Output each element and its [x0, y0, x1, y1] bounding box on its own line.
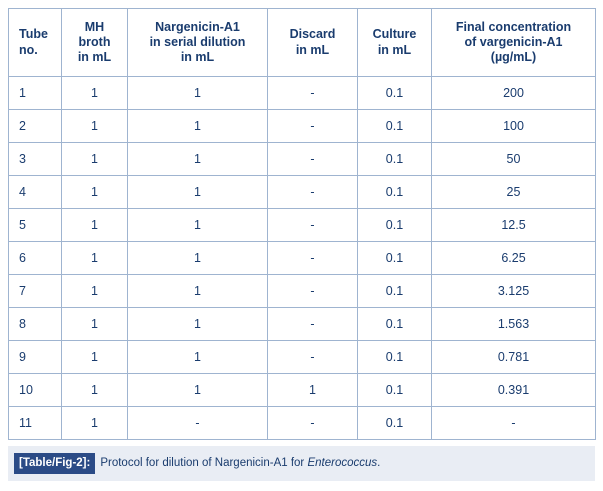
- header-line: in mL: [377, 42, 412, 57]
- table-cell: 0.1: [358, 308, 432, 341]
- table-row: [9, 242, 596, 275]
- header-line: in serial dilution: [149, 34, 246, 49]
- table-cell: 6.25: [432, 242, 596, 275]
- table-cell: 3.125: [432, 275, 596, 308]
- table-cell: -: [268, 110, 358, 143]
- table-cell: 10: [9, 374, 62, 407]
- header-line: Nargenicin-A1: [155, 19, 240, 34]
- table-cell: 0.1: [358, 209, 432, 242]
- table-cell: 100: [432, 110, 596, 143]
- table-cell: 1: [9, 77, 62, 110]
- table-cell: 1: [128, 176, 268, 209]
- header-line: Final concentration: [455, 19, 572, 34]
- table-row: [9, 407, 596, 440]
- table-cell: 11: [9, 407, 62, 440]
- column-header-culture: [358, 9, 432, 77]
- header-line: (µg/mL): [490, 50, 537, 65]
- column-header-tube-no: [9, 9, 62, 77]
- header-line: broth: [78, 34, 111, 49]
- table-cell: -: [268, 77, 358, 110]
- table-cell: 1.563: [432, 308, 596, 341]
- table-cell: 1: [62, 308, 128, 341]
- column-header-discard: [268, 9, 358, 77]
- table-cell: 1: [62, 209, 128, 242]
- header-line: in mL: [77, 50, 112, 65]
- table-cell: -: [268, 407, 358, 440]
- table-row: [9, 77, 596, 110]
- table-cell: 1: [128, 242, 268, 275]
- table-cell: -: [268, 242, 358, 275]
- table-cell: -: [128, 407, 268, 440]
- table-cell: 0.781: [432, 341, 596, 374]
- table-cell: 0.1: [358, 374, 432, 407]
- table-cell: 0.1: [358, 407, 432, 440]
- figure-caption: [8, 446, 595, 481]
- table-cell: 12.5: [432, 209, 596, 242]
- table-header: [9, 9, 596, 77]
- table-cell: 8: [9, 308, 62, 341]
- table-cell: 1: [128, 275, 268, 308]
- table-body: [9, 77, 596, 440]
- header-line: Culture: [372, 27, 417, 42]
- dilution-protocol-table: [8, 8, 596, 440]
- caption-tag: [Table/Fig-2]:: [14, 453, 95, 474]
- table-cell: -: [432, 407, 596, 440]
- table-row: [9, 275, 596, 308]
- caption-text-after: .: [377, 457, 381, 469]
- table-cell: -: [268, 209, 358, 242]
- table-cell: 25: [432, 176, 596, 209]
- table-header-row: [9, 9, 596, 77]
- header-line: in mL: [295, 42, 330, 57]
- table-cell: 4: [9, 176, 62, 209]
- table-cell: 1: [268, 374, 358, 407]
- table-cell: 0.1: [358, 77, 432, 110]
- table-cell: -: [268, 308, 358, 341]
- table-cell: 6: [9, 242, 62, 275]
- table-cell: 0.1: [358, 242, 432, 275]
- table-row: [9, 209, 596, 242]
- column-header-nargenicin: [128, 9, 268, 77]
- table-row: [9, 110, 596, 143]
- table-cell: 1: [62, 176, 128, 209]
- table-cell: -: [268, 176, 358, 209]
- header-line: MH: [84, 19, 105, 34]
- table-cell: 0.1: [358, 110, 432, 143]
- table-cell: -: [268, 143, 358, 176]
- table-cell: 1: [62, 374, 128, 407]
- column-header-mh-broth: [62, 9, 128, 77]
- table-cell: 50: [432, 143, 596, 176]
- header-line: Discard: [289, 27, 336, 42]
- table-cell: 1: [62, 110, 128, 143]
- table-cell: 0.391: [432, 374, 596, 407]
- table-row: [9, 143, 596, 176]
- table-cell: 1: [128, 143, 268, 176]
- table-cell: 7: [9, 275, 62, 308]
- header-line: of vargenicin-A1: [464, 34, 563, 49]
- table-cell: 1: [128, 374, 268, 407]
- header-line: no.: [19, 42, 38, 57]
- table-cell: 200: [432, 77, 596, 110]
- table-cell: 1: [62, 242, 128, 275]
- caption-text-italic: Enterococcus: [307, 457, 378, 469]
- table-row: [9, 341, 596, 374]
- table-cell: 0.1: [358, 275, 432, 308]
- table-cell: 0.1: [358, 143, 432, 176]
- table-cell: 1: [128, 77, 268, 110]
- caption-text: [100, 456, 380, 471]
- table-cell: 0.1: [358, 176, 432, 209]
- table-cell: 1: [62, 275, 128, 308]
- table-row: [9, 308, 596, 341]
- table-cell: 1: [128, 308, 268, 341]
- caption-text-before: Protocol for dilution of Nargenicin-A1 for: [100, 457, 308, 469]
- header-line: Tube: [19, 27, 48, 42]
- table-cell: 1: [128, 341, 268, 374]
- header-line: in mL: [180, 50, 215, 65]
- table-cell: 5: [9, 209, 62, 242]
- table-cell: -: [268, 341, 358, 374]
- table-cell: 9: [9, 341, 62, 374]
- table-cell: 2: [9, 110, 62, 143]
- table-row: [9, 176, 596, 209]
- table-row: [9, 374, 596, 407]
- table-cell: 3: [9, 143, 62, 176]
- table-cell: 0.1: [358, 341, 432, 374]
- table-cell: 1: [62, 341, 128, 374]
- table-cell: 1: [128, 209, 268, 242]
- table-cell: 1: [62, 143, 128, 176]
- column-header-final-concentration: [432, 9, 596, 77]
- table-cell: 1: [128, 110, 268, 143]
- table-cell: 1: [62, 77, 128, 110]
- table-cell: 1: [62, 407, 128, 440]
- table-cell: -: [268, 275, 358, 308]
